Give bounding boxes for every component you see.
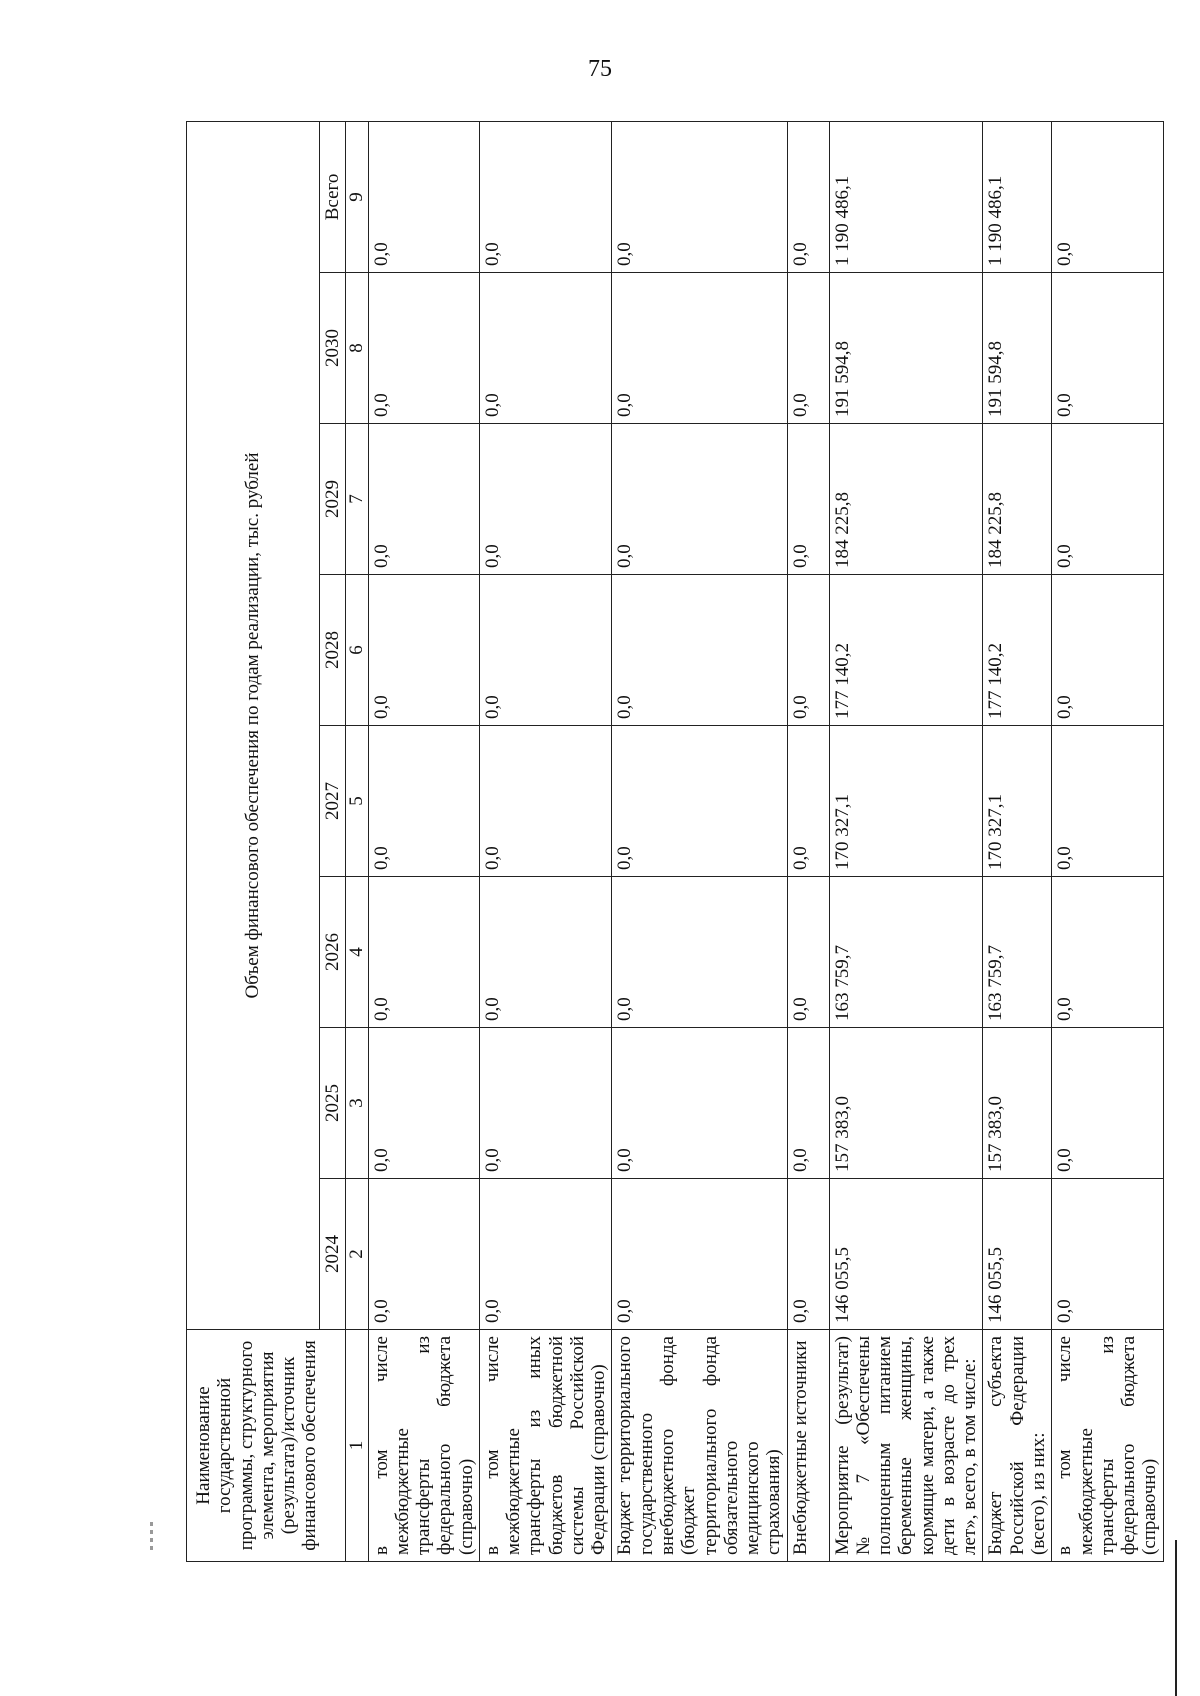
cell-value: 0,0 (479, 1028, 612, 1179)
rotated-table-container (186, 122, 1161, 1562)
column-number: 8 (346, 273, 368, 424)
scan-artifact-mark (150, 1522, 153, 1552)
cell-value: 0,0 (479, 877, 612, 1028)
cell-value: 0,0 (612, 121, 787, 272)
header-year: 2027 (320, 726, 346, 877)
cell-value: 0,0 (1052, 273, 1163, 424)
cell-value: 0,0 (1052, 1028, 1163, 1179)
cell-value: 0,0 (787, 121, 829, 272)
scan-edge-line (1175, 1540, 1177, 1696)
row-name: Внебюджетные источники (787, 1330, 829, 1562)
cell-value: 0,0 (612, 726, 787, 877)
cell-value: 157 383,0 (829, 1028, 983, 1179)
cell-value: 157 383,0 (983, 1028, 1052, 1179)
table-row (787, 121, 829, 1561)
cell-value: 177 140,2 (829, 575, 983, 726)
cell-value: 191 594,8 (829, 273, 983, 424)
cell-value: 0,0 (787, 877, 829, 1028)
table-row (368, 121, 479, 1561)
row-name: Бюджет субъекта Российской Федерации (всего), из них: (983, 1330, 1052, 1562)
cell-value: 0,0 (1052, 575, 1163, 726)
cell-value: 0,0 (1052, 424, 1163, 575)
cell-value: 0,0 (787, 1028, 829, 1179)
cell-value: 0,0 (479, 424, 612, 575)
cell-value: 0,0 (1052, 726, 1163, 877)
cell-value: 1 190 486,1 (983, 121, 1052, 272)
header-year: 2024 (320, 1179, 346, 1330)
cell-value: 0,0 (368, 877, 479, 1028)
cell-value: 184 225,8 (829, 424, 983, 575)
header-group-title: Объем финансового обеспечения по годам реализации, тыс. рублей (187, 121, 320, 1329)
page-number: 75 (588, 56, 612, 82)
column-number: 2 (346, 1179, 368, 1330)
cell-value: 0,0 (787, 1179, 829, 1330)
cell-value: 0,0 (1052, 121, 1163, 272)
cell-value: 170 327,1 (983, 726, 1052, 877)
table-row (983, 121, 1052, 1561)
cell-value: 0,0 (479, 121, 612, 272)
cell-value: 146 055,5 (983, 1179, 1052, 1330)
header-year: 2025 (320, 1028, 346, 1179)
column-number: 7 (346, 424, 368, 575)
cell-value: 163 759,7 (829, 877, 983, 1028)
column-number: 9 (346, 121, 368, 272)
cell-value: 0,0 (368, 273, 479, 424)
header-year: 2029 (320, 424, 346, 575)
cell-value: 0,0 (368, 1028, 479, 1179)
cell-value: 170 327,1 (829, 726, 983, 877)
cell-value: 191 594,8 (983, 273, 1052, 424)
table-row (479, 121, 612, 1561)
cell-value: 0,0 (787, 726, 829, 877)
column-number: 1 (346, 1330, 368, 1562)
cell-value: 0,0 (1052, 877, 1163, 1028)
row-name: Мероприятие (результат) № 7 «Обеспечены полноценным питанием беременные женщины, кормящие матери, а также дети в возрасте до трех лет», всего, в том числе: (829, 1330, 983, 1562)
cell-value: 0,0 (368, 575, 479, 726)
table-row (1052, 121, 1163, 1561)
cell-value: 184 225,8 (983, 424, 1052, 575)
column-number: 4 (346, 877, 368, 1028)
row-name: в том числе межбюджетные трансферты из иных бюджетов бюджетной системы Российской Федерации (справочно) (479, 1330, 612, 1562)
cell-value: 0,0 (479, 1179, 612, 1330)
cell-value: 0,0 (612, 273, 787, 424)
cell-value: 0,0 (787, 424, 829, 575)
cell-value: 146 055,5 (829, 1179, 983, 1330)
table-row (829, 121, 983, 1561)
row-name: Бюджет территориального государственного внебюджетного фонда (бюджет территориального фонда обязательного медицинского страхования) (612, 1330, 787, 1562)
column-number: 3 (346, 1028, 368, 1179)
cell-value: 163 759,7 (983, 877, 1052, 1028)
header-year: 2030 (320, 273, 346, 424)
cell-value: 0,0 (612, 424, 787, 575)
cell-value: 0,0 (612, 1179, 787, 1330)
cell-value: 0,0 (479, 575, 612, 726)
header-year: 2026 (320, 877, 346, 1028)
header-year: Всего (320, 121, 346, 272)
cell-value: 0,0 (1052, 1179, 1163, 1330)
cell-value: 1 190 486,1 (829, 121, 983, 272)
cell-value: 0,0 (368, 1179, 479, 1330)
row-name: в том числе межбюджетные трансферты из федерального бюджета (справочно) (1052, 1330, 1163, 1562)
row-name: в том числе межбюджетные трансферты из федерального бюджета (справочно) (368, 1330, 479, 1562)
cell-value: 0,0 (368, 121, 479, 272)
column-number: 5 (346, 726, 368, 877)
header-year: 2028 (320, 575, 346, 726)
header-name-column: Наименование государственной программы, структурного элемента, мероприятия (результата)/источник финансового обеспечения (187, 1330, 346, 1562)
cell-value: 0,0 (368, 726, 479, 877)
column-number: 6 (346, 575, 368, 726)
cell-value: 0,0 (787, 575, 829, 726)
cell-value: 0,0 (612, 1028, 787, 1179)
table-row (612, 121, 787, 1561)
cell-value: 0,0 (479, 726, 612, 877)
cell-value: 0,0 (612, 575, 787, 726)
financing-table (186, 121, 1164, 1562)
cell-value: 0,0 (787, 273, 829, 424)
cell-value: 0,0 (368, 424, 479, 575)
cell-value: 177 140,2 (983, 575, 1052, 726)
cell-value: 0,0 (479, 273, 612, 424)
cell-value: 0,0 (612, 877, 787, 1028)
